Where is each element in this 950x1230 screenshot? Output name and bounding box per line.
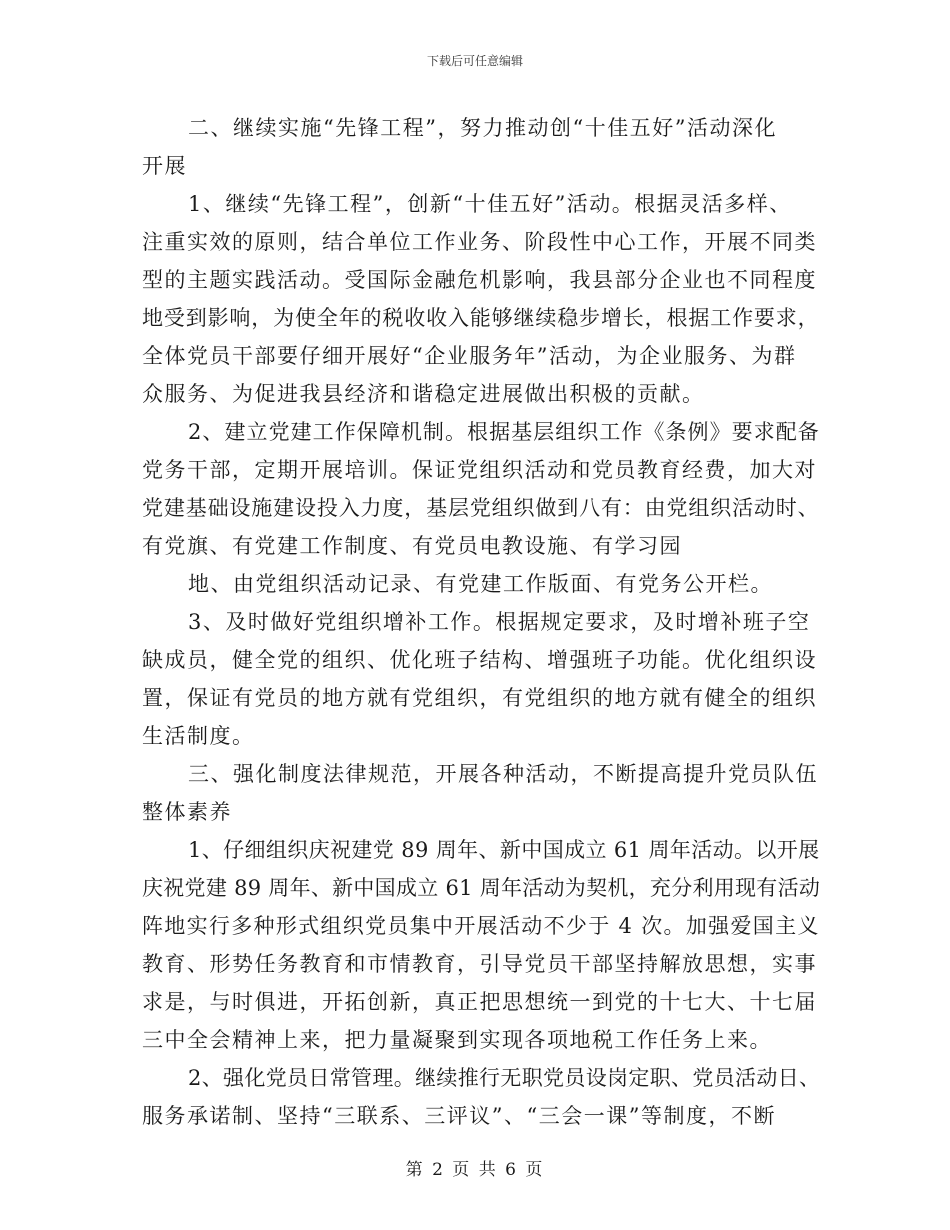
text-line: 三、强化制度法律规范，开展各种活动，不断提高提升党员队伍	[188, 762, 818, 786]
text-line: 3、及时做好党组织增补工作。根据规定要求，及时增补班子空	[188, 610, 811, 634]
text-line: 开展	[142, 154, 187, 178]
text-line: 置，保证有党员的地方就有党组织，有党组织的地方就有健全的组织	[142, 686, 817, 710]
text-line: 服务承诺制、坚持“三联系、三评议”、“三会一课”等制度，不断	[142, 1104, 776, 1128]
text-line: 教育、形势任务教育和市情教育，引导党员干部坚持解放思想，实事	[142, 952, 817, 976]
text-line: 1、仔细组织庆祝建党 89 周年、新中国成立 61 周年活动。以开展	[188, 838, 820, 862]
text-line: 2、强化党员日常管理。继续推行无职党员设岗定职、党员活动日、	[188, 1066, 821, 1090]
text-line: 二、继续实施“先锋工程”，努力推动创“十佳五好”活动深化	[188, 116, 777, 140]
text-line: 缺成员，健全党的组织、优化班子结构、增强班子功能。优化组织设	[142, 648, 817, 672]
text-line: 2、建立党建工作保障机制。根据基层组织工作《条例》要求配备	[188, 420, 820, 444]
page-header: 下载后可任意编辑	[426, 54, 523, 68]
text-line: 党建基础设施建设投入力度，基层党组织做到八有：由党组织活动时、	[142, 496, 820, 520]
text-line: 地受到影响，为使全年的税收收入能够继续稳步增长，根据工作要求，	[142, 306, 820, 330]
text-line: 党务干部，定期开展培训。保证党组织活动和党员教育经费，加大对	[142, 458, 817, 482]
text-line: 注重实效的原则，结合单位工作业务、阶段性中心工作，开展不同类	[142, 230, 817, 254]
text-line: 有党旗、有党建工作制度、有党员电教设施、有学习园	[142, 534, 682, 558]
text-line: 求是，与时俱进，开拓创新，真正把思想统一到党的十七大、十七届	[142, 990, 817, 1014]
text-line: 三中全会精神上来，把力量凝聚到实现各项地税工作任务上来。	[142, 1028, 772, 1052]
page-number: 第 2 页 共 6 页	[405, 1160, 545, 1180]
text-line: 全体党员干部要仔细开展好“企业服务年”活动，为企业服务、为群	[142, 344, 797, 368]
text-line: 整体素养	[142, 800, 232, 824]
text-line: 1、继续“先锋工程”，创新“十佳五好”活动。根据灵活多样、	[188, 192, 792, 216]
text-line: 地、由党组织活动记录、有党建工作版面、有党务公开栏。	[188, 572, 773, 596]
text-line: 型的主题实践活动。受国际金融危机影响，我县部分企业也不同程度	[142, 268, 817, 292]
text-line: 生活制度。	[142, 724, 255, 748]
text-line: 庆祝党建 89 周年、新中国成立 61 周年活动为契机，充分利用现有活动	[142, 876, 821, 900]
text-line: 众服务、为促进我县经济和谐稳定进展做出积极的贡献。	[142, 382, 705, 406]
text-line: 阵地实行多种形式组织党员集中开展活动不少于 4 次。加强爱国主义	[142, 914, 820, 938]
